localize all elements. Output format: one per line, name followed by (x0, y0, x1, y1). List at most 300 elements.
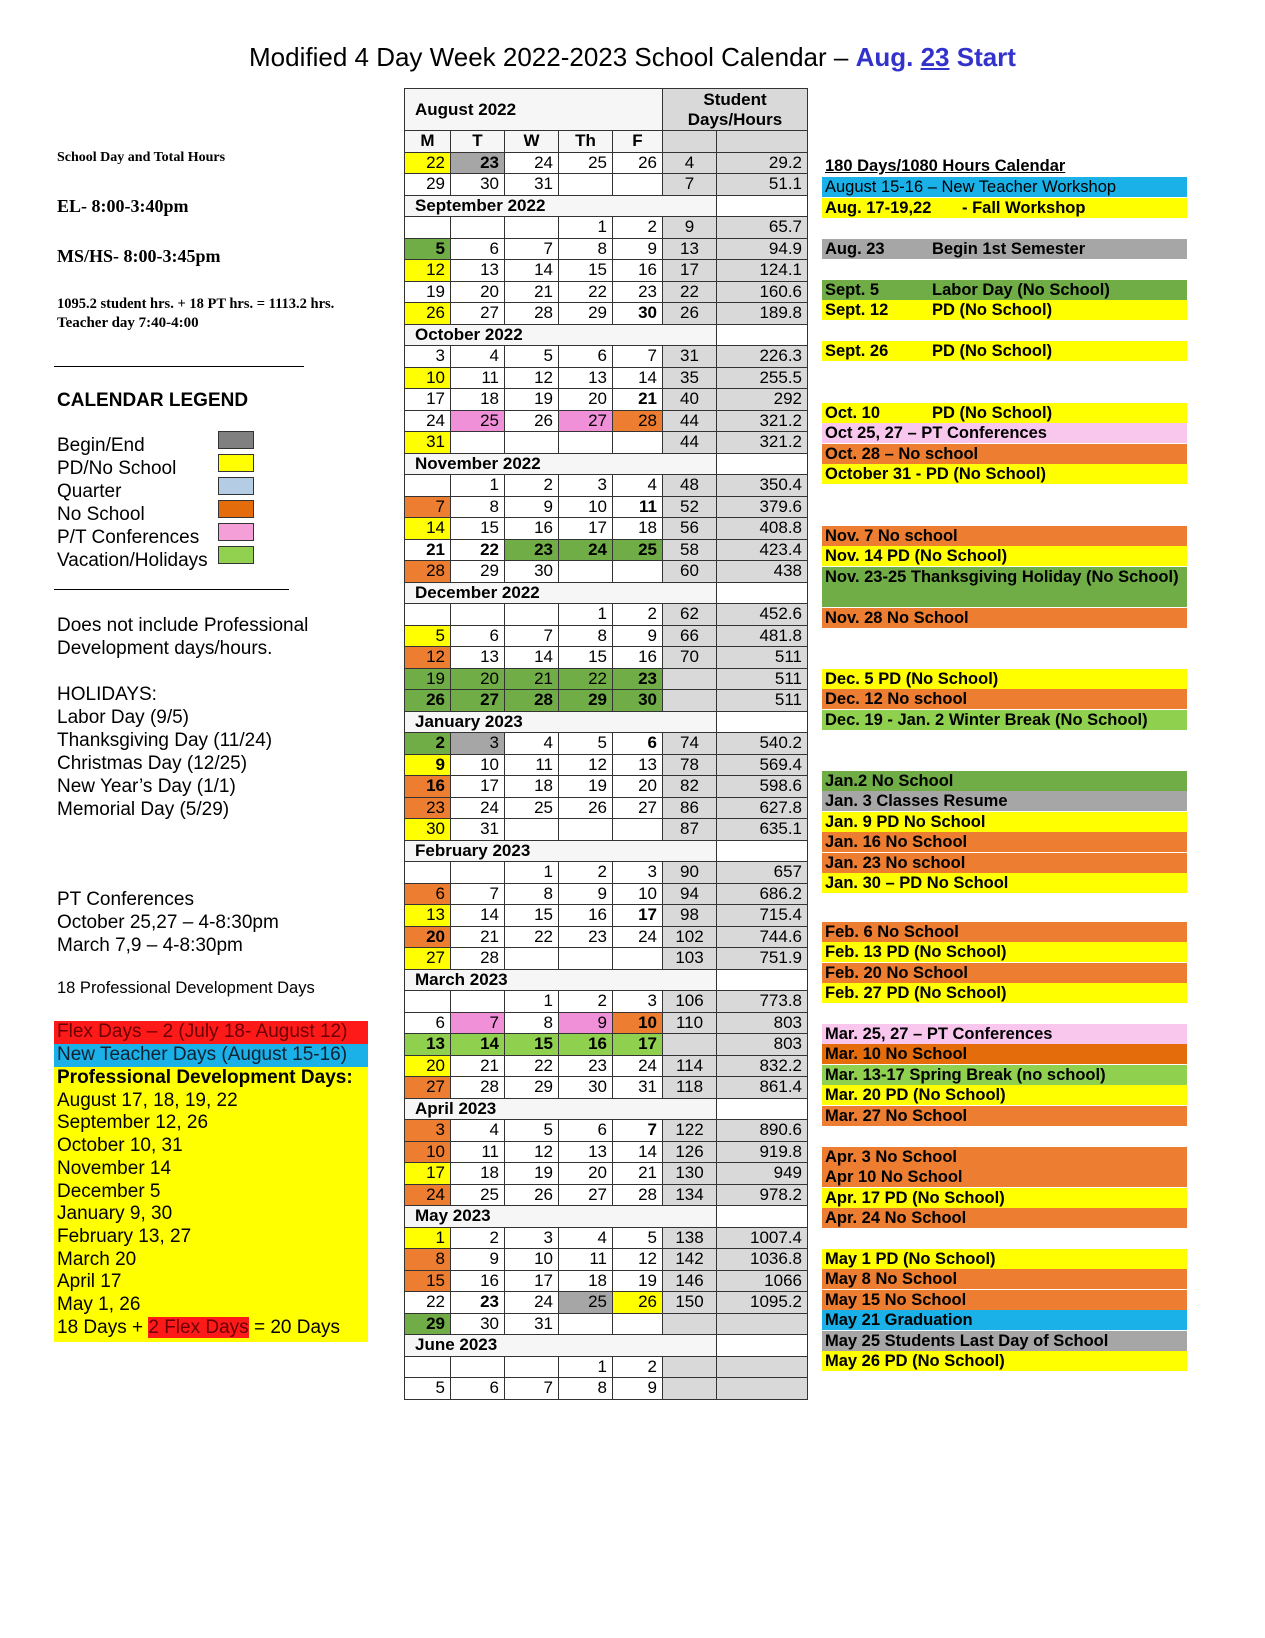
hours-blank (717, 1206, 808, 1228)
week-row (405, 948, 808, 970)
student-hours-cell: 715.4 (717, 905, 808, 927)
day-cell: 21 (451, 926, 505, 948)
week-row (405, 604, 808, 626)
day-cell: 24 (613, 1055, 663, 1077)
pd-day-item: March 20 (57, 1248, 137, 1270)
day-cell: 19 (505, 1163, 559, 1185)
event-label: Jan. 23 No school (825, 854, 966, 872)
week-row (405, 690, 808, 712)
day-cell: 28 (613, 410, 663, 432)
student-days-cell: 44 (663, 410, 717, 432)
event-item (822, 1249, 1187, 1269)
pd-count: 18 Professional Development Days (57, 979, 315, 997)
day-cell (613, 948, 663, 970)
month-header: August 2022 (405, 89, 663, 131)
event-item (822, 689, 1187, 709)
day-cell: 15 (405, 1270, 451, 1292)
day-cell: 29 (559, 690, 613, 712)
pd-days-box (54, 1067, 368, 1342)
week-row (405, 238, 808, 260)
student-hours-cell: 255.5 (717, 367, 808, 389)
day-cell (505, 948, 559, 970)
day-cell: 7 (505, 625, 559, 647)
student-days-cell: 110 (663, 1012, 717, 1034)
week-row (405, 797, 808, 819)
day-cell: 13 (405, 1034, 451, 1056)
day-cell: 30 (505, 561, 559, 583)
hours-blank (717, 453, 808, 475)
week-row (405, 1356, 808, 1378)
week-row (405, 1163, 808, 1185)
day-cell: 8 (559, 625, 613, 647)
day-cell: 10 (405, 367, 451, 389)
student-days-cell: 146 (663, 1270, 717, 1292)
day-cell: 29 (405, 1313, 451, 1335)
day-cell: 11 (451, 1141, 505, 1163)
event-item (822, 198, 1187, 218)
day-cell: 28 (451, 948, 505, 970)
pt-title: PT Conferences (57, 889, 194, 910)
day-cell: 25 (559, 152, 613, 174)
week-row (405, 1055, 808, 1077)
week-row (405, 905, 808, 927)
student-hours-cell: 408.8 (717, 518, 808, 540)
hours-blank (717, 711, 808, 733)
event-item (822, 853, 1187, 873)
holiday-item: Memorial Day (5/29) (57, 799, 230, 820)
day-cell: 9 (405, 754, 451, 776)
event-label: Mar. 27 No School (825, 1107, 968, 1125)
student-days-cell: 26 (663, 303, 717, 325)
day-cell: 25 (505, 797, 559, 819)
event-item (822, 710, 1187, 730)
day-cell: 8 (505, 883, 559, 905)
month-header: December 2022 (405, 582, 717, 604)
student-hours-cell: 919.8 (717, 1141, 808, 1163)
student-hours-cell: 423.4 (717, 539, 808, 561)
student-hours-cell: 379.6 (717, 496, 808, 518)
hours-blank (717, 969, 808, 991)
day-cell: 17 (405, 389, 451, 411)
student-hours-cell: 511 (717, 668, 808, 690)
student-days-cell: 62 (663, 604, 717, 626)
student-hours-cell: 569.4 (717, 754, 808, 776)
day-cell (613, 432, 663, 454)
student-hours-cell: 949 (717, 1163, 808, 1185)
day-cell: 12 (559, 754, 613, 776)
student-hours-cell: 29.2 (717, 152, 808, 174)
calendar-table (404, 88, 808, 1400)
day-cell: 31 (613, 1077, 663, 1099)
student-days-cell: 44 (663, 432, 717, 454)
day-cell: 13 (451, 647, 505, 669)
event-item (822, 546, 1187, 566)
week-row (405, 625, 808, 647)
week-row (405, 432, 808, 454)
day-cell: 8 (405, 1249, 451, 1271)
week-row (405, 819, 808, 841)
student-days-cell: 142 (663, 1249, 717, 1271)
student-days-cell: 7 (663, 174, 717, 196)
week-row (405, 475, 808, 497)
event-label: Jan. 30 – PD No School (825, 874, 1009, 892)
event-label: Apr 10 No School (825, 1168, 963, 1186)
day-cell: 30 (559, 1077, 613, 1099)
student-hours-cell: 773.8 (717, 991, 808, 1013)
day-cell (451, 862, 505, 884)
day-cell: 25 (451, 1184, 505, 1206)
student-hours-cell: 321.2 (717, 410, 808, 432)
day-cell: 13 (613, 754, 663, 776)
day-cell (613, 561, 663, 583)
day-cell (559, 432, 613, 454)
event-item (822, 1167, 1187, 1187)
event-item (822, 1024, 1187, 1044)
week-row (405, 518, 808, 540)
pt-date: October 25,27 – 4-8:30pm (57, 912, 279, 933)
day-cell: 30 (405, 819, 451, 841)
event-item (822, 1290, 1187, 1310)
student-hours-cell: 1066 (717, 1270, 808, 1292)
day-cell: 7 (405, 496, 451, 518)
student-hours-cell: 1007.4 (717, 1227, 808, 1249)
weekday-header: T (451, 131, 505, 153)
student-days-cell: 134 (663, 1184, 717, 1206)
day-cell: 17 (451, 776, 505, 798)
day-cell: 29 (559, 303, 613, 325)
student-hours-cell: 226.3 (717, 346, 808, 368)
day-cell: 27 (559, 410, 613, 432)
day-cell: 27 (405, 948, 451, 970)
day-cell: 17 (405, 1163, 451, 1185)
event-label: Nov. 23-25 Thanksgiving Holiday (No School) (825, 568, 1179, 586)
day-cell: 9 (613, 1378, 663, 1400)
student-days-cell: 60 (663, 561, 717, 583)
event-label: May 8 No School (825, 1270, 958, 1288)
event-label: Apr. 24 No School (825, 1209, 967, 1227)
day-cell: 23 (451, 1292, 505, 1314)
student-hours-cell (717, 1356, 808, 1378)
event-item (822, 1065, 1187, 1085)
legend-swatch (218, 523, 254, 541)
student-hours-cell: 686.2 (717, 883, 808, 905)
event-item (822, 1208, 1187, 1228)
day-cell: 18 (613, 518, 663, 540)
week-row (405, 1227, 808, 1249)
student-hours-cell: 751.9 (717, 948, 808, 970)
student-days-cell (663, 690, 717, 712)
event-item (822, 1188, 1187, 1208)
day-cell: 6 (451, 1378, 505, 1400)
student-hours-cell: 350.4 (717, 475, 808, 497)
divider (54, 366, 304, 367)
day-cell: 8 (559, 238, 613, 260)
el-hours: EL- 8:00-3:40pm (57, 196, 189, 216)
day-cell (405, 862, 451, 884)
week-row (405, 152, 808, 174)
day-cell: 26 (559, 797, 613, 819)
day-cell: 21 (505, 668, 559, 690)
day-cell: 2 (559, 862, 613, 884)
day-cell: 22 (451, 539, 505, 561)
day-cell: 21 (613, 389, 663, 411)
event-item (822, 1269, 1187, 1289)
day-cell: 27 (451, 303, 505, 325)
day-cell: 26 (505, 410, 559, 432)
event-item (822, 403, 1187, 423)
day-cell: 16 (613, 260, 663, 282)
event-item (822, 423, 1187, 443)
holiday-item: Christmas Day (12/25) (57, 753, 248, 774)
week-row (405, 410, 808, 432)
pd-total (57, 1317, 368, 1340)
week-row (405, 926, 808, 948)
event-label: Sept. 26 (825, 342, 889, 360)
legend-swatch (218, 477, 254, 495)
student-hours-cell: 744.6 (717, 926, 808, 948)
day-cell: 9 (559, 1012, 613, 1034)
day-cell: 3 (613, 991, 663, 1013)
day-cell (559, 561, 613, 583)
event-label: Sept. 5 (825, 281, 880, 299)
pd-day-item: November 14 (57, 1157, 172, 1179)
event-label: Feb. 20 No School (825, 964, 969, 982)
day-cell (559, 174, 613, 196)
event-label: Feb. 13 PD (No School) (825, 943, 1007, 961)
legend-swatch (218, 454, 254, 472)
day-cell (505, 432, 559, 454)
day-cell: 28 (505, 303, 559, 325)
day-cell (405, 991, 451, 1013)
holiday-item: Labor Day (9/5) (57, 707, 190, 728)
week-row (405, 647, 808, 669)
pd-day-item: April 17 (57, 1271, 122, 1293)
student-hours-cell: 94.9 (717, 238, 808, 260)
hours-blank (717, 1098, 808, 1120)
student-hours-cell: 292 (717, 389, 808, 411)
day-cell: 23 (559, 926, 613, 948)
student-days-cell (663, 1356, 717, 1378)
day-cell: 16 (405, 776, 451, 798)
week-row (405, 1378, 808, 1400)
event-label: May 21 Graduation (825, 1311, 973, 1329)
day-cell: 2 (613, 1356, 663, 1378)
day-cell: 10 (451, 754, 505, 776)
week-row (405, 303, 808, 325)
student-days-cell: 74 (663, 733, 717, 755)
legend-label: No School (57, 504, 145, 525)
day-cell (559, 819, 613, 841)
day-cell: 24 (505, 1292, 559, 1314)
day-cell: 18 (559, 1270, 613, 1292)
day-cell: 26 (613, 152, 663, 174)
day-cell: 3 (451, 733, 505, 755)
student-label: Student (703, 89, 767, 109)
events-heading: 180 Days/1080 Hours Calendar (825, 157, 1066, 175)
day-cell: 13 (451, 260, 505, 282)
legend-label: Vacation/Holidays (57, 550, 208, 571)
day-cell: 10 (613, 883, 663, 905)
event-label: Jan. 9 PD No School (825, 813, 986, 831)
day-cell: 1 (559, 217, 613, 239)
day-cell: 16 (505, 518, 559, 540)
day-cell: 11 (613, 496, 663, 518)
student-days-cell: 94 (663, 883, 717, 905)
event-desc: Begin 1st Semester (932, 240, 1086, 258)
day-cell: 24 (505, 152, 559, 174)
hours-blank (717, 582, 808, 604)
day-cell: 10 (559, 496, 613, 518)
day-cell: 29 (505, 1077, 559, 1099)
day-cell: 8 (559, 1378, 613, 1400)
day-cell: 14 (613, 367, 663, 389)
event-item (822, 983, 1187, 1003)
student-days-cell: 90 (663, 862, 717, 884)
month-header: May 2023 (405, 1206, 717, 1228)
day-cell: 1 (405, 1227, 451, 1249)
pd-day-item: December 5 (57, 1180, 161, 1202)
event-desc: Labor Day (No School) (932, 281, 1110, 299)
event-item (822, 1147, 1187, 1167)
student-hours-cell: 51.1 (717, 174, 808, 196)
event-label: Jan.2 No School (825, 772, 954, 790)
week-row (405, 1249, 808, 1271)
student-days-cell: 9 (663, 217, 717, 239)
event-label: Jan. 3 Classes Resume (825, 792, 1008, 810)
event-label: May 25 Students Last Day of School (825, 1332, 1109, 1350)
note-line: Does not include Professional (57, 615, 309, 636)
day-cell: 20 (559, 1163, 613, 1185)
day-cell: 29 (405, 174, 451, 196)
day-cell: 6 (451, 625, 505, 647)
holiday-item: Thanksgiving Day (11/24) (57, 730, 273, 751)
event-label: Apr. 17 PD (No School) (825, 1189, 1005, 1207)
day-cell: 28 (451, 1077, 505, 1099)
student-days-cell: 150 (663, 1292, 717, 1314)
pd-day-item: February 13, 27 (57, 1225, 192, 1247)
event-label: Nov. 28 No School (825, 609, 969, 627)
event-label: Dec. 12 No school (825, 690, 968, 708)
event-item (822, 791, 1187, 811)
week-row (405, 389, 808, 411)
event-desc: PD (No School) (932, 342, 1053, 360)
holidays (57, 683, 272, 821)
student-hours-cell: 540.2 (717, 733, 808, 755)
week-row (405, 174, 808, 196)
student-days-cell: 40 (663, 389, 717, 411)
day-cell: 4 (559, 1227, 613, 1249)
student-hours-cell: 452.6 (717, 604, 808, 626)
day-cell (613, 1313, 663, 1335)
day-cell: 30 (613, 690, 663, 712)
day-cell: 28 (405, 561, 451, 583)
day-cell (451, 1356, 505, 1378)
week-row (405, 496, 808, 518)
day-cell: 23 (613, 281, 663, 303)
month-header: October 2022 (405, 324, 717, 346)
teacher-day: Teacher day 7:40-4:00 (57, 315, 199, 331)
day-cell: 12 (505, 367, 559, 389)
event-label: Nov. 7 No school (825, 527, 958, 545)
event-label: Mar. 13-17 Spring Break (no school) (825, 1066, 1106, 1084)
week-row (405, 281, 808, 303)
day-cell: 14 (505, 647, 559, 669)
student-hours-cell: 598.6 (717, 776, 808, 798)
title-accent (856, 42, 1016, 72)
day-cell (505, 1356, 559, 1378)
day-cell: 21 (505, 281, 559, 303)
note-line: Development days/hours. (57, 638, 273, 659)
day-cell: 22 (405, 1292, 451, 1314)
day-cell: 7 (451, 1012, 505, 1034)
day-cell: 15 (559, 647, 613, 669)
day-cell: 14 (451, 1034, 505, 1056)
student-days-cell: 82 (663, 776, 717, 798)
day-cell: 14 (505, 260, 559, 282)
day-cell: 26 (613, 1292, 663, 1314)
day-cell: 20 (559, 389, 613, 411)
day-cell: 6 (451, 238, 505, 260)
student-days-cell (663, 1034, 717, 1056)
event-item (822, 922, 1187, 942)
day-cell: 3 (613, 862, 663, 884)
day-cell: 15 (559, 260, 613, 282)
student-hours-cell: 481.8 (717, 625, 808, 647)
student-days-cell: 114 (663, 1055, 717, 1077)
day-cell: 19 (405, 668, 451, 690)
event-item (822, 963, 1187, 983)
pd-total-pre: 18 Days + (57, 1316, 149, 1338)
student-days-cell: 52 (663, 496, 717, 518)
student-hours-cell: 635.1 (717, 819, 808, 841)
day-cell: 2 (405, 733, 451, 755)
weekday-header: W (505, 131, 559, 153)
week-row (405, 217, 808, 239)
day-cell: 6 (559, 346, 613, 368)
event-label: Apr. 3 No School (825, 1148, 958, 1166)
day-cell: 3 (559, 475, 613, 497)
student-hours-cell (717, 1378, 808, 1400)
event-label: Feb. 6 No School (825, 923, 959, 941)
day-cell: 27 (405, 1077, 451, 1099)
week-row (405, 668, 808, 690)
pd-total-post: = 20 Days (248, 1316, 341, 1338)
day-cell: 25 (613, 539, 663, 561)
day-cell: 9 (613, 625, 663, 647)
month-header: June 2023 (405, 1335, 717, 1357)
day-cell: 13 (559, 367, 613, 389)
day-cell: 18 (505, 776, 559, 798)
event-label: Sept. 12 (825, 301, 889, 319)
legend-swatch (218, 546, 254, 564)
day-cell: 9 (451, 1249, 505, 1271)
week-row (405, 346, 808, 368)
student-days-cell: 138 (663, 1227, 717, 1249)
flex-days-text: Flex Days – 2 (July 18- August 12) (57, 1021, 348, 1042)
student-hours-cell (717, 1313, 808, 1335)
day-cell: 29 (451, 561, 505, 583)
day-cell: 25 (451, 410, 505, 432)
day-cell: 22 (559, 281, 613, 303)
day-cell: 23 (559, 1055, 613, 1077)
student-hours-cell: 861.4 (717, 1077, 808, 1099)
student-days-cell: 118 (663, 1077, 717, 1099)
hours-blank (717, 324, 808, 346)
event-item (822, 464, 1187, 484)
event-item (822, 608, 1187, 628)
student-days-cell: 126 (663, 1141, 717, 1163)
new-teacher-text: New Teacher Days (August 15-16) (57, 1044, 348, 1065)
